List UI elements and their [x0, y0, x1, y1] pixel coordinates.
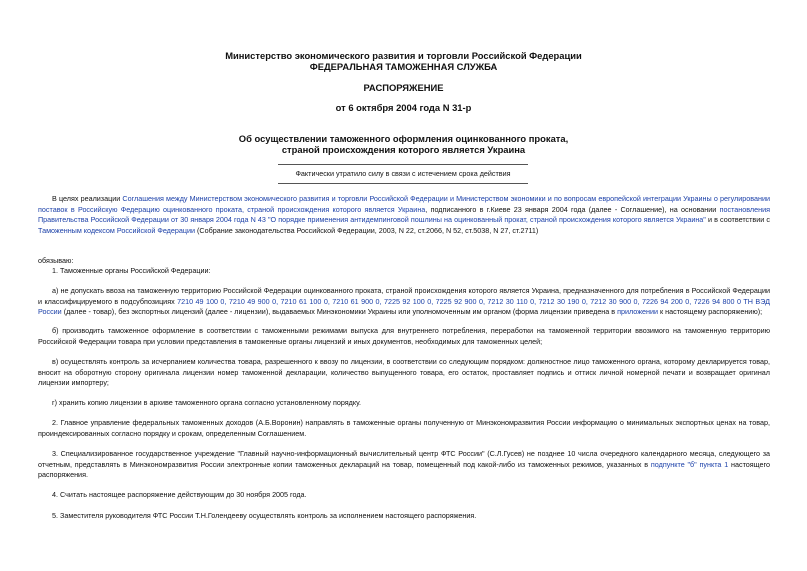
paragraph-4: 4. Считать настоящее распоряжение действующим до 30 ноября 2005 года. — [52, 490, 307, 499]
paragraph-5: 5. Заместителя руководителя ФТС России Т.Н.Голендееву осуществлять контроль за исполнением настоящего распоряжения. — [52, 511, 477, 520]
tn-ved-codes-link[interactable]: 7210 49 100 0, 7210 49 900 0, 7210 61 100 0, 7210 61 900 0, 7225 92 100 0, 7225 92 900 0, 7212 30 110 0, 7212 30 190 0, 7212 30 900 0, 7226 94 200 0, 7226 94 800 0 ТН ВЭД России — [38, 296, 770, 317]
paragraph-3-text-2: настоящего распоряжения. — [38, 459, 770, 480]
subparagraph-a-text-3: к настоящему распоряжению); — [658, 307, 763, 317]
subparagraph-a-text-2: (далее - товар), без экспортных лицензий (далее - лицензии), выдаваемых Минэкономики Украины или уполномоченным им органом (форма лицензии приведена в — [61, 307, 618, 317]
intro-text-4: (Собрание законодательства Российской Федерации, 2003, N 22, ст.2066, N 52, ст.5038, N 27, ст.2711) — [195, 225, 539, 235]
paragraph-1: 1. Таможенные органы Российской Федерации: — [52, 266, 211, 275]
obligate-text: обязываю: — [38, 256, 74, 265]
customs-code-link[interactable]: Таможенным кодексом Российской Федерации — [38, 225, 196, 235]
government-decree-link[interactable]: постановления Правительства Российской Федерации от 30 января 2004 года N 43 "О порядке применения антидемпинговой пошлины на оцинкованный прокат, страной происхождения которого является Украина" — [38, 204, 770, 225]
appendix-link[interactable]: приложении — [617, 307, 658, 317]
subparagraph-b: б) производить таможенное оформление в соответствии с таможенными режимами выпуска для внутреннего потребления, переработки на таможенной территории ввозимого на таможенную территорию Российской Федерации товара при условии представления в таможенные органы лицензий и иных документов, необходимых для таможенных целей; — [38, 326, 770, 346]
subparagraph-a-text-1: а) не допускать ввоза на таможенную территорию Российской Федерации оцинкованного проката, страной происхождения которого является Украина, предназначенного для потребления в Российской Федерации и классифицируемого в подсубпозициях — [38, 286, 770, 306]
intro-text-1: В целях реализации — [52, 194, 123, 203]
intro-paragraph — [38, 194, 770, 236]
document-type: РАСПОРЯЖЕНИЕ — [363, 82, 444, 93]
subparagraph-a — [38, 286, 770, 318]
subparagraph-v: в) осуществлять контроль за исчерпанием количества товара, разрешенного к ввозу по лицензии, в соответствии со следующим порядком: должностное лицо таможенного органа, которому декларируется товар, вносит на оборотную сторону оригинала лицензии номер таможенной декларации, количество выпущенного товара, его остаток, проставляет подпись и оттиск личной номерной печати и возвращает оригинал лицензии импортеру; — [38, 357, 770, 388]
document-title-line-1: Об осуществлении таможенного оформления оцинкованного проката, — [238, 133, 569, 144]
paragraph-2: 2. Главное управление федеральных таможенных доходов (А.Б.Воронин) направлять в таможенные органы полученную от Минэкономразвития России информацию о минимальных экспортных ценах на товар, проиндексированных согласно порядку и срокам, определенным Соглашением. — [38, 418, 770, 438]
service-name: ФЕДЕРАЛЬНАЯ ТАМОЖЕННАЯ СЛУЖБА — [309, 61, 498, 72]
subparagraph-g: г) хранить копию лицензии в архиве таможенного органа согласно установленному порядку. — [52, 398, 361, 407]
agreement-link[interactable]: Соглашения между Министерством экономического развития и торговли Российской Федерации и Министерством экономики и по вопросам европейской интеграции Украины о регулировании поставок в Российскую Федерацию оцинкованного проката, страной происхождения которого является Украина — [38, 194, 770, 214]
intro-text-2: , подписанного в г.Киеве 23 января 2004 года (далее - Соглашение), на основании — [425, 204, 720, 214]
document-date: от 6 октября 2004 года N 31-р — [335, 102, 472, 113]
paragraph-3 — [38, 449, 770, 481]
subparagraph-b-link[interactable]: подпункте "б" пункта 1 — [650, 459, 729, 469]
status-notice: Фактически утратило силу в связи с истечением срока действия — [278, 164, 528, 184]
ministry-name: Министерство экономического развития и торговли Российской Федерации — [225, 50, 582, 61]
document-title-line-2: страной происхождения которого является Украина — [281, 144, 526, 155]
paragraph-3-text-1: 3. Специализированное государственное учреждение "Главный научно-информационный вычислительный центр ФТС России" (С.Л.Гусев) не позднее 10 числа очередного календарного месяца, следующего за отчетным, представлять в Минэкономразвития России электронные копии таможенных деклараций на товар, помещенный под какой-либо из таможенных режимов, указанных в — [38, 449, 770, 469]
intro-text-3: и в соответствии с — [705, 215, 770, 225]
